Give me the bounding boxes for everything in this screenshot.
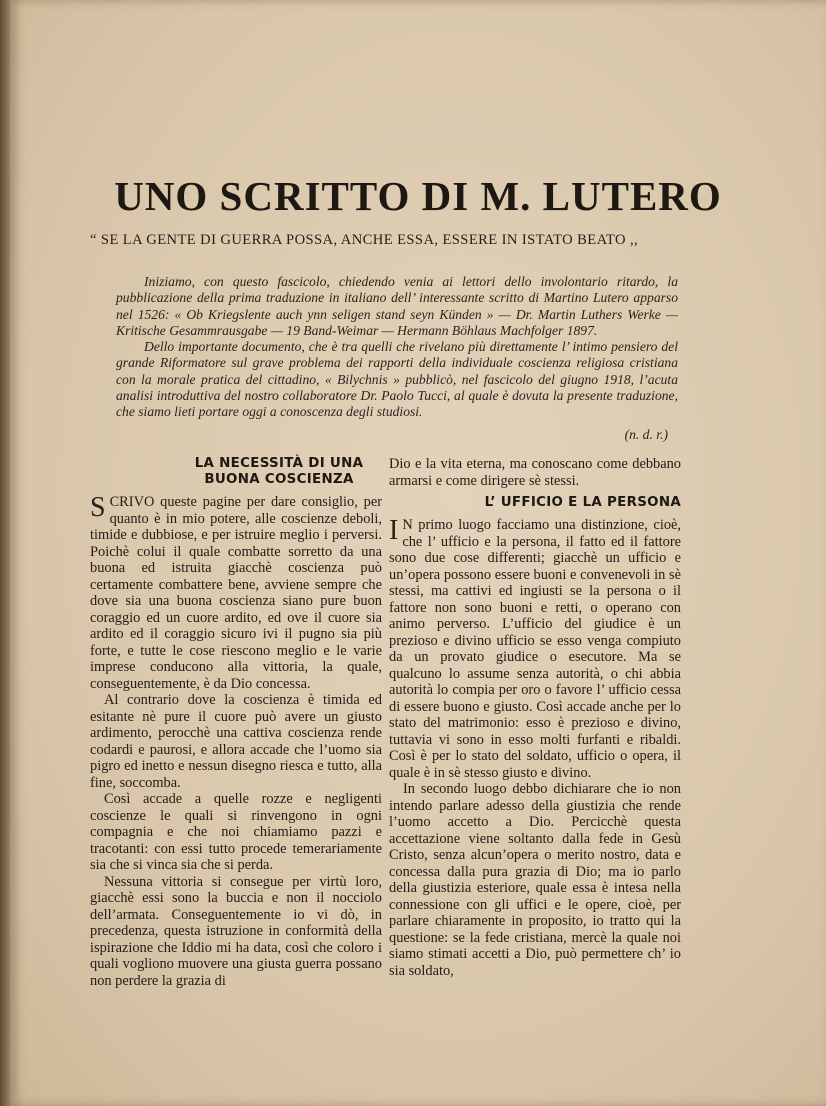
- body-paragraph: Al contrario dove la coscienza è timida ed esitante nè pure il cuore può avere un giusto ardimento, perocchè una cattiva coscienza rende codardi e paurosi, e allora accade che l’uomo sia pigro ed inetto e nessun disegno riesca e tutto, alla fine, soccomba.: [90, 692, 382, 791]
- paragraph-text: N primo luogo facciamo una distinzione, cioè, che l’ ufficio e la persona, il fatto ed il fattore sono due cose differenti; giacchè un ufficio e un’opera possono essere buoni e convenevoli in sè stessi, ma cattivi ed ingiusti se la persona o il fattore non sono buoni e retti, o operano con animo perverso. L’ufficio del giudice è un prezioso e divino ufficio se esso venga compiuto da un provato giudice o esecutore. Ma se qualcuno lo assume senza autorità, o chi abbia autorità lo compia per oro o favore l’ ufficio cessa di essere buono e giusto. Così accade anche per lo stato del matrimonio: esso è prezioso e divino, tuttavia vi sono in esso molti furfanti e ribaldi. Così è per lo stato del soldato, ufficio o opera, il quale è in sè stesso giusto e divino.: [389, 517, 681, 781]
- section-heading: LA NECESSITÀ DI UNA BUONA COSCIENZA: [194, 456, 364, 487]
- right-column: [389, 456, 681, 979]
- continued-paragraph: Dio e la vita eterna, ma conoscano come debbano armarsi e come dirigere sè stessi.: [389, 456, 681, 489]
- section-heading: L’ UFFICIO E LA PERSONA: [484, 495, 681, 510]
- editorial-signature: (n. d. r.): [624, 426, 668, 442]
- book-spine: [0, 0, 10, 1106]
- editorial-paragraph: Iniziamo, con questo fascicolo, chiedendo venia ai lettori dello involontario ritardo, la pubblicazione della prima traduzione in italiano dell’ interessante scritto di Martino Lutero apparso nel 1526: « Ob Kriegslente auch ynn seligen stand seyn Künden » — Dr. Martin Luthers Werke — Kritische Gesammrausgabe — 19 Band-Weimar — Hermann Böhlaus Machfolger 1897.: [116, 274, 678, 338]
- editorial-paragraph: Dello importante documento, che è tra quelli che rivelano più direttamente l’ intimo pensiero del grande Riformatore sul grave problema dei rapporti della individuale coscienza religiosa cristiana con la morale pratica del cittadino, « Bilychnis » pubblicò, nel fascicolo del giugno 1918, l’acuta analisi introduttiva del nostro collaboratore Dr. Paolo Tucci, al quale è dovuta la presente traduzione, che siamo lieti portare oggi a conoscenza degli studiosi.: [116, 339, 678, 420]
- body-paragraph: Così accade a quelle rozze e negligenti coscienze le quali si rinvengono in ogni compagnia e che noi chiamiamo pazzi e tracotanti: con essi tutto procede temerariamente sia che si vinca sia che si perda.: [90, 791, 382, 873]
- body-paragraph: In secondo luogo debbo dichiarare che io non intendo parlare adesso della giustizia che rende l’uomo accetto a Dio. Percicchè questa accettazione viene soltanto dalla fede in Gesù Cristo, senza alcun’opera o merito nostro, data e concessa dalla pura grazia di Dio; ma io parlo della giustizia esteriore, quale essa è intesa nella connessione con gli uffici e le opere, cioè, per parlare chiaramente in proposito, io tratto qui la questione: se la fede cristiana, mercè la quale noi siamo stimati accetti a Dio, può permettere ch’ io sia soldato,: [389, 781, 681, 979]
- article-title: UNO SCRITTO DI M. LUTERO: [114, 173, 722, 219]
- drop-cap: I: [389, 515, 399, 546]
- body-paragraph: Nessuna vittoria si consegue per virtù loro, giacchè essi sono la buccia e non il nocciolo dell’armata. Conseguentemente io vi dò, in precedenza, questa istruzione in conformità della ispirazione che Iddio mi ha data, così che coloro i quali vogliono muovere una giusta guerra possano non perdere la grazia di: [90, 873, 382, 989]
- body-paragraph: [389, 517, 681, 781]
- left-column: [90, 456, 382, 989]
- drop-cap: S: [90, 492, 106, 523]
- article-subtitle: “ SE LA GENTE DI GUERRA POSSA, ANCHE ESSA, ESSERE IN ISTATO BEATO ,,: [90, 232, 639, 248]
- document-page: [10, 0, 826, 1106]
- body-paragraph: [90, 494, 382, 692]
- paragraph-text: CRIVO queste pagine per dare consiglio, per quanto è in mio potere, alle coscienze deboli, timide e dubbiose, e per istruire meglio i perversi. Poichè colui il quale combatte sorretto da una buona ed istruita giacchè coscienza può certamente combattere bene, avviene sempre che dove sia una buona coscienza siano pure buon coraggio ed un cuore ardito, ed ove il cuore sia ardito ed il coraggio sicuro ivi il pugno sia più forte, e tutte le cose riescono meglio e le varie imprese conducono alla vittoria, la quale, conseguentemente, è da Dio concessa.: [90, 494, 382, 692]
- editorial-note: [116, 274, 678, 443]
